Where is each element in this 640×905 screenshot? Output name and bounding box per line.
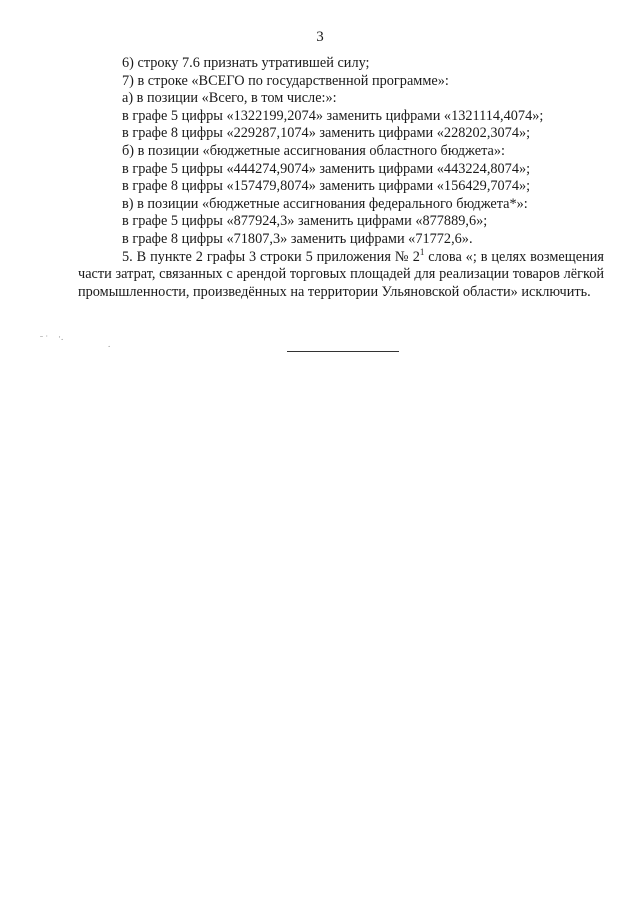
- superscript: 1: [419, 246, 425, 257]
- text-line: в графе 8 цифры «229287,1074» заменить цифрами «228202,3074»;: [122, 125, 531, 142]
- text-line: а) в позиции «Всего, в том числе:»:: [122, 90, 337, 107]
- text-line: в графе 8 цифры «71807,3» заменить цифрами «71772,6».: [122, 230, 473, 247]
- text-line: в графе 5 цифры «444274,9074» заменить цифрами «443224,8074»;: [122, 160, 531, 177]
- text-line: в графе 5 цифры «877924,3» заменить цифрами «877889,6»;: [122, 213, 488, 230]
- document-body: [78, 55, 604, 301]
- scan-speck: .: [108, 339, 111, 349]
- text-line: 7) в строке «ВСЕГО по государственной программе»:: [122, 72, 449, 89]
- page-number: 3: [316, 29, 324, 45]
- paragraph-text-end: слова «; в целях возмещения части затрат, связанных с арендой торговых площадей для реализации товаров лёгкой промышленности, произведённых на территории Ульяновской области» исключить.: [78, 248, 604, 300]
- paragraph-text-start: 5. В пункте 2 графы 3 строки 5 приложения № 2: [122, 248, 420, 265]
- closing-rule: [287, 351, 399, 352]
- text-line: б) в позиции «бюджетные ассигнования областного бюджета»:: [122, 142, 505, 159]
- scan-speck: ˉ ˙: [40, 334, 49, 344]
- text-line: 6) строку 7.6 признать утратившей силу;: [122, 55, 370, 71]
- text-line: в графе 5 цифры «1322199,2074» заменить цифрами «1321114,4074»;: [122, 107, 544, 124]
- text-line: в графе 8 цифры «157479,8074» заменить цифрами «156429,7074»;: [122, 178, 531, 195]
- text-line: в) в позиции «бюджетные ассигнования федерального бюджета*»:: [122, 195, 528, 212]
- final-paragraph: [78, 246, 604, 302]
- scan-speck: ·.: [58, 332, 64, 342]
